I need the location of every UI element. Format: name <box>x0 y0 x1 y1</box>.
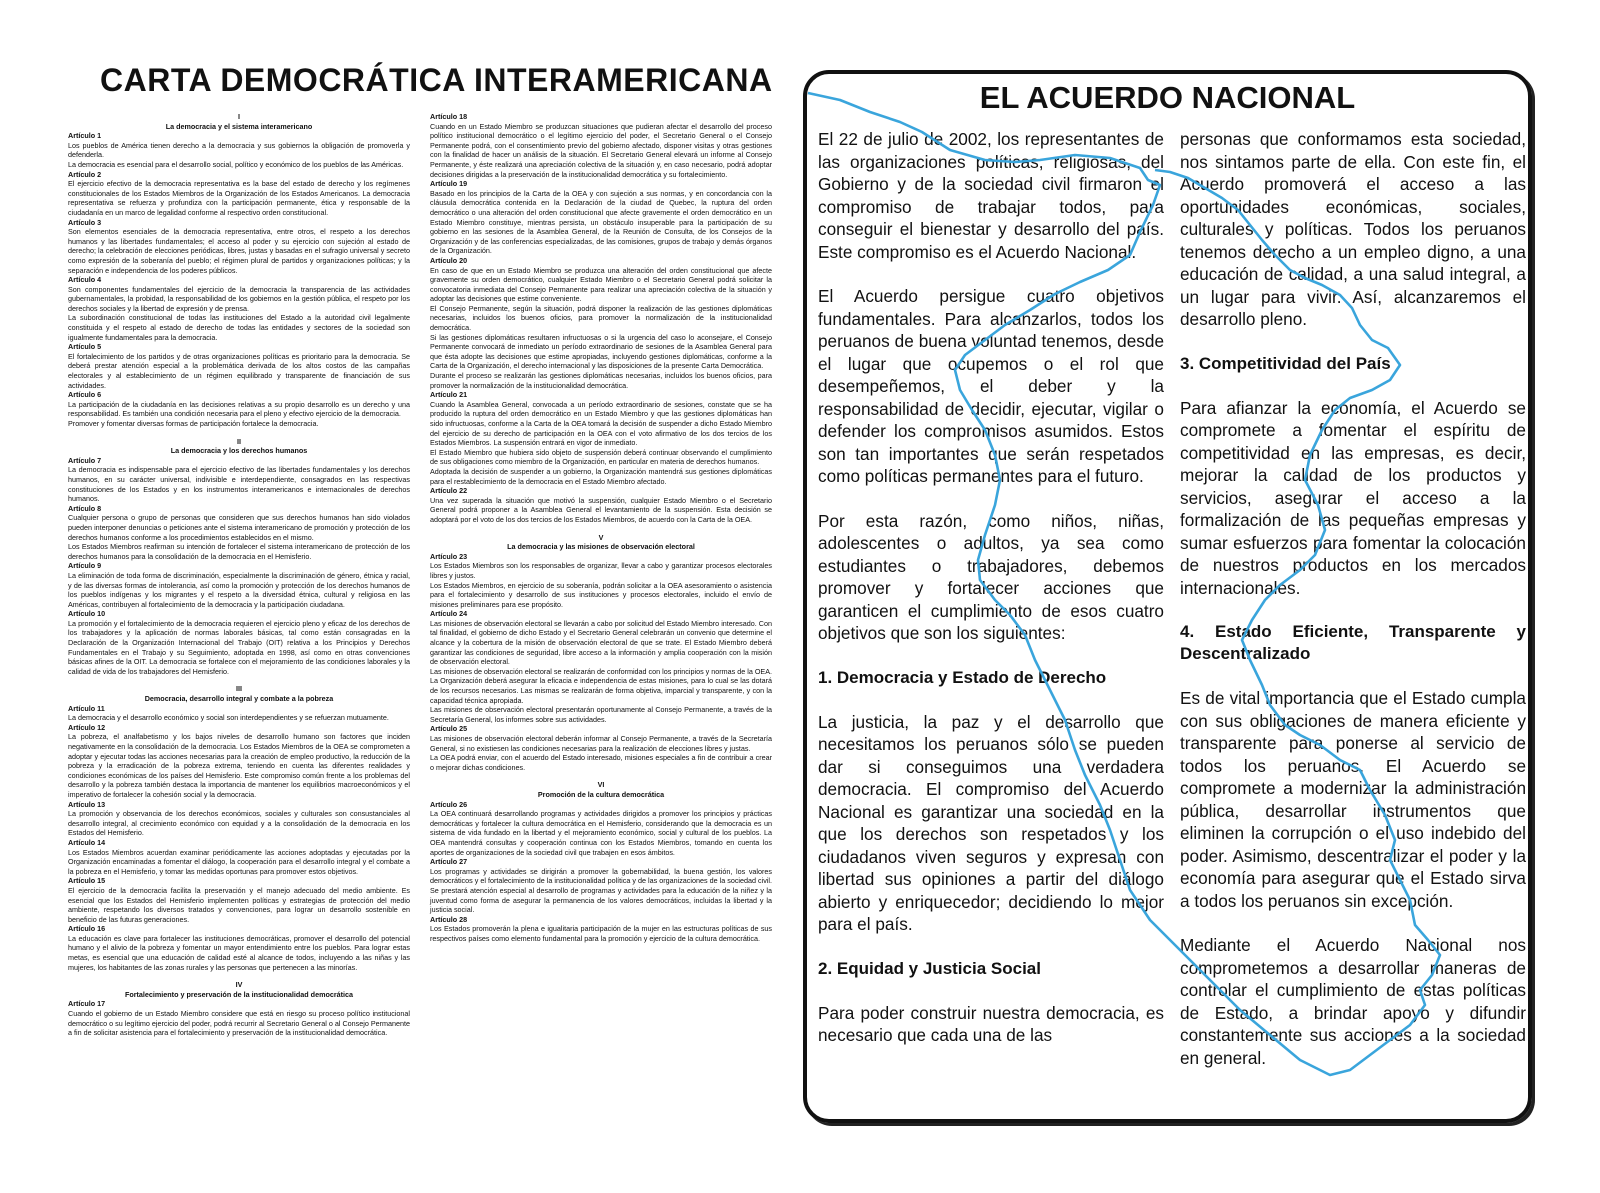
right-page-title: EL ACUERDO NACIONAL <box>979 80 1356 115</box>
section-heading <box>430 533 772 552</box>
article <box>430 724 772 772</box>
article <box>68 723 410 800</box>
acuerdo-column-2 <box>1180 128 1526 1091</box>
article-title: Artículo 19 <box>430 179 468 189</box>
article-paragraph: El fortalecimiento de los partidos y de otras organizaciones políticas es prioritario para la democracia. Se deberá prestar atención especial a la problemática derivada de los altos costos de las campañas electorales y al establecimiento de un régimen equilibrado y transparente de financiación de sus actividades. <box>68 351 410 390</box>
article-paragraph: Los programas y actividades se dirigirán a promover la gobernabilidad, la buena gestión, los valores democráticos y el fortalecimiento de la institucionalidad política y de las organizaciones de la sociedad civil. Se prestará atención especial al desarrollo de programas y actividades para la educación de la niñez y la juventud como forma de asegurar la permanencia de los valores democráticos, incluidas la libertad y la justicia social. <box>430 866 772 915</box>
section-number: VI <box>597 780 605 790</box>
article-title: Artículo 22 <box>430 486 468 496</box>
article <box>430 112 772 179</box>
article-title: Artículo 20 <box>430 255 468 265</box>
article-title: Artículo 28 <box>430 914 468 924</box>
article-title: Artículo 23 <box>430 551 468 561</box>
section-heading <box>68 980 410 999</box>
article <box>68 838 410 876</box>
article-paragraph: Cuando la Asamblea General, convocada a un período extraordinario de sesiones, constate que se ha producido la ruptura del orden democrático en un Estado Miembro y que las gestiones diplomáticas han sido infructuosas, conforme a la Carta de la OEA tomará la decisión de suspender a dicho Estado Miembro del ejercicio de su derecho de participación en la OEA con el voto afirmativo de los dos tercios de los Estados Miembros. La suspensión entrará en vigor de inmediato. <box>430 399 772 448</box>
left-page-title: CARTA DEMOCRÁTICA INTERAMERICANA <box>100 62 773 98</box>
article <box>68 924 410 972</box>
article-title: Artículo 25 <box>430 724 468 734</box>
body-paragraph: Por esta razón, como niños, niñas, adolescentes o adultos, ya sea como estudiantes o trabajadores, debemos promover y fortalecer acciones que garanticen el cumplimiento de esos cuatro objetivos que son los siguientes: <box>818 510 1164 643</box>
article <box>68 800 410 838</box>
section-heading <box>430 780 772 799</box>
article-paragraph: La promoción y el fortalecimiento de la democracia requieren el ejercicio pleno y eficaz de los derechos de los trabajadores y la aplicación de normas laborales básicas, tal como están consagradas en la Declaración de la Organización Internacional del Trabajo (OIT) relativa a los Principios y Derechos Fundamentales en el Trabajo y su Seguimiento, adoptada en 1998, así como en otras convenciones básicas afines de la OIT. La democracia se fortalece con el mejoramiento de las condiciones laborales y la calidad de vida de los trabajadores del Hemisferio. <box>68 618 410 676</box>
article-paragraph: Las misiones de observación electoral deberán informar al Consejo Permanente, a través de la Secretaría General, si no existiesen las condiciones necesarias para la realización de elecciones libres y justas. <box>430 734 772 753</box>
article-paragraph: La educación es clave para fortalecer las instituciones democráticas, promover el desarrollo del potencial humano y el alivio de la pobreza y fomentar un mayor entendimiento entre los pueblos. Para lograr estas metas, es esencial que una educación de calidad esté al alcance de todos, incluyendo a las niñas y las mujeres, los habitantes de las zonas rurales y las personas que pertenecen a las minorías. <box>68 933 410 972</box>
article-title: Artículo 5 <box>68 342 102 352</box>
article-paragraph: En caso de que en un Estado Miembro se produzca una alteración del orden constitucional que afecte gravemente su orden democrático, cualquier Estado Miembro o el Secretario General podrá solicitar la convocatoria inmediata del Consejo Permanente para realizar una apreciación colectiva de la situación y adoptar las decisiones que estime conveniente. <box>430 265 772 304</box>
article-title: Artículo 21 <box>430 390 468 400</box>
article-paragraph: Los Estados Miembros, en ejercicio de su soberanía, podrán solicitar a la OEA asesoramiento o asistencia para el fortalecimiento y desarrollo de sus instituciones y procesos electorales, incluido el envío de misiones preliminares para ese propósito. <box>430 580 772 609</box>
article <box>68 504 410 562</box>
article <box>68 876 410 924</box>
article-paragraph: Los Estados Miembros acuerdan examinar periódicamente las acciones adoptadas y ejecutadas por la Organización encaminadas a fomentar el diálogo, la cooperación para el desarrollo integral y el combate a la pobreza en el Hemisferio, y tomar las medidas oportunas para promover estos objetivos. <box>68 847 410 876</box>
section-title: La democracia y las misiones de observación electoral <box>507 542 695 552</box>
article-paragraph: Son elementos esenciales de la democracia representativa, entre otros, el respeto a los derechos humanos y las libertades fundamentales; el acceso al poder y su ejercicio con sujeción al estado de derecho; la celebración de elecciones periódicas, libres, justas y basadas en el sufragio universal y secreto como expresión de la soberanía del pueblo; el régimen plural de partidos y organizaciones políticas; y la separación e independencia de los poderes públicos. <box>68 227 410 275</box>
article <box>430 609 772 724</box>
article-paragraph: Cualquier persona o grupo de personas que consideren que sus derechos humanos han sido violados pueden interponer denuncias o peticiones ante el sistema interamericano de promoción y protección de los derechos humanos conforme a los procedimientos establecidos en el mismo. <box>68 513 410 542</box>
article-paragraph: Cuando en un Estado Miembro se produzcan situaciones que pudieran afectar el desarrollo del proceso político institucional democrático o el legítimo ejercicio del poder, el Secretario General o el Consejo Permanente podrá, con el consentimiento previo del gobierno afectado, disponer visitas y otras gestiones con la finalidad de hacer un análisis de la situación. El Secretario General elevará un informe al Consejo Permanente, y éste realizará una apreciación colectiva de la situación y, en caso necesario, podrá adoptar decisiones dirigidas a la preservación de la institucionalidad democrática y su fortalecimiento. <box>430 121 772 179</box>
article-title: Artículo 17 <box>68 999 106 1009</box>
section-title: Democracia, desarrollo integral y combate a la pobreza <box>144 694 334 704</box>
body-paragraph: personas que conformamos esta sociedad, nos sintamos parte de ella. Con este fin, el Acuerdo promoverá el acceso a las oportunidades económicas, sociales, culturales y políticas. Todos los peruanos tenemos derecho a un empleo digno, a una educación de calidad, a una salud integral, a un lugar para vivir. Así, alcanzaremos el desarrollo pleno. <box>1180 129 1526 329</box>
body-paragraph: El Acuerdo persigue cuatro objetivos fundamentales. Para alcanzarlos, todos los peruanos de buena voluntad tenemos, desde el lugar que ocupemos o el rol que desempeñemos, el deber y la responsabilidad de decidir, ejecutar, vigilar o defender los compromisos asumidos. Estos son tan importantes que serán respetados como políticas permanentes para el futuro. <box>818 286 1164 486</box>
charter-column-1 <box>68 112 410 1038</box>
article <box>68 131 410 169</box>
article <box>68 609 410 676</box>
article-paragraph: La promoción y observancia de los derechos económicos, sociales y culturales son consustanciales al desarrollo integral, al crecimiento económico con equidad y a la consolidación de la democracia en los Estados del Hemisferio. <box>68 809 410 838</box>
article-paragraph: Los Estados Miembros reafirman su intención de fortalecer el sistema interamericano de protección de los derechos humanos para la consolidación de la democracia en el Hemisferio. <box>68 542 410 561</box>
article-title: Artículo 3 <box>68 217 102 227</box>
section-title: Promoción de la cultura democrática <box>537 789 665 799</box>
article-paragraph: El Consejo Permanente, según la situación, podrá disponer la realización de las gestiones diplomáticas necesarias, incluidos los buenos oficios, para promover la normalización de la institucionalidad democrática. <box>430 303 772 333</box>
article-paragraph: La OEA continuará desarrollando programas y actividades dirigidos a promover los principios y prácticas democráticas y fortalecer la cultura democrática en el Hemisferio, considerando que la democracia es un sistema de vida fundado en la libertad y el mejoramiento económico, social y cultural de los pueblos. La OEA mantendrá consultas y cooperación continua con los Estados Miembros, tomando en cuenta los aportes de organizaciones de la sociedad civil que trabajen en esos ámbitos. <box>430 809 772 857</box>
acuerdo-column-1 <box>818 128 1164 1069</box>
article-paragraph: La pobreza, el analfabetismo y los bajos niveles de desarrollo humano son factores que inciden negativamente en la consolidación de la democracia. Los Estados Miembros de la OEA se comprometen a adoptar y ejecutar todas las acciones necesarias para la creación de empleo productivo, la reducción de la pobreza y la erradicación de la pobreza extrema, teniendo en cuenta las diferentes realidades y condiciones económicas de los países del Hemisferio. Este compromiso común frente a los problemas del desarrollo y la pobreza también destaca la importancia de mantener los equilibrios macroeconómicos y el imperativo de fortalecer la cohesión social y la democracia. <box>68 732 410 799</box>
article-paragraph: La democracia y el desarrollo económico y social son interdependientes y se refuerzan mutuamente. <box>68 713 389 723</box>
article-paragraph: Durante el proceso se realizarán las gestiones diplomáticas necesarias, incluidos los buenos oficios, para promover la normalización de la institucionalidad democrática. <box>430 371 772 390</box>
article-title: Artículo 8 <box>68 503 102 513</box>
article-paragraph: Los pueblos de América tienen derecho a la democracia y sus gobiernos la obligación de promoverla y defenderla. <box>68 140 410 160</box>
article <box>68 218 410 276</box>
article-title: Artículo 2 <box>68 169 102 179</box>
article-paragraph: Cuando el gobierno de un Estado Miembro considere que está en riesgo su proceso político institucional democrático o su legítimo ejercicio del poder, podrá recurrir al Secretario General o al Consejo Permanente a fin de solicitar asistencia para el fortalecimiento y preservación de la institucionalidad democrática. <box>68 1009 410 1038</box>
objective-heading: 4. Estado Eficiente, Transparente y Descentralizado <box>1180 622 1526 663</box>
article <box>430 915 772 944</box>
article-paragraph: Una vez superada la situación que motivó la suspensión, cualquier Estado Miembro o el Secretario General podrá proponer a la Asamblea General el levantamiento de la suspensión. Esta decisión se adoptará por el voto de los dos tercios de los Estados Miembros, de acuerdo con la Carta de la OEA. <box>430 495 772 524</box>
article <box>68 704 410 723</box>
article-paragraph: El Estado Miembro que hubiera sido objeto de suspensión deberá continuar observando el cumplimiento de sus obligaciones como miembro de la Organización, en particular en materia de derechos humanos. <box>430 447 772 467</box>
section-title: La democracia y los derechos humanos <box>170 446 308 456</box>
article-paragraph: El ejercicio de la democracia facilita la preservación y el manejo adecuado del medio ambiente. Es esencial que los Estados del Hemisferio implementen políticas y estrategias de protección del medio ambiente, respetando los diversos tratados y convenciones, para lograr un desarrollo sostenible en beneficio de las futuras generaciones. <box>68 885 410 924</box>
charter-column-2 <box>430 112 772 943</box>
article-title: Artículo 11 <box>68 703 105 713</box>
article-paragraph: La eliminación de toda forma de discriminación, especialmente la discriminación de género, étnica y racial, y de las diversas formas de intolerancia, así como la promoción y protección de los derechos humanos de los pueblos indígenas y los migrantes y el respeto a la diversidad étnica, cultural y religiosa en las Américas, contribuyen al fortalecimiento de la democracia y la participación ciudadana. <box>68 570 410 609</box>
section-title: La democracia y el sistema interamericano <box>165 121 313 131</box>
objective-heading: 2. Equidad y Justicia Social <box>818 958 1041 978</box>
article-title: Artículo 24 <box>430 609 468 619</box>
article-paragraph: Los Estados promoverán la plena e igualitaria participación de la mujer en las estructuras políticas de sus respectivos países como elemento fundamental para la promoción y ejercicio de la cultura democrática. <box>430 924 772 943</box>
article-paragraph: Si las gestiones diplomáticas resultaren infructuosas o si la urgencia del caso lo aconsejare, el Consejo Permanente convocará de inmediato un período extraordinario de sesiones de la Asamblea General para que ésta adopte las decisiones que estime apropiadas, incluyendo gestiones diplomáticas, conforme a la Carta de la Organización, el derecho internacional y las disposiciones de la presente Carta Democrática. <box>430 332 772 371</box>
section-number: V <box>598 532 604 542</box>
article-paragraph: La subordinación constitucional de todas las instituciones del Estado a la autoridad civil legalmente constituida y el respeto al estado de derecho de todas las entidades y sectores de la sociedad son igualmente fundamentales para la democracia. <box>68 313 410 342</box>
section-title: Fortalecimiento y preservación de la institucionalidad democrática <box>124 989 354 999</box>
article-title: Artículo 6 <box>68 390 102 400</box>
article-title: Artículo 14 <box>68 837 106 847</box>
article-title: Artículo 10 <box>68 609 106 619</box>
article-title: Artículo 13 <box>68 799 106 809</box>
body-paragraph: El 22 de julio de 2002, los representantes de las organizaciones políticas, religiosas, del Gobierno y de la sociedad civil firmaron el compromiso de trabajar todos, para conseguir el bienestar y desarrollo del país. Este compromiso es el Acuerdo Nacional. <box>818 129 1164 262</box>
article-title: Artículo 12 <box>68 722 106 732</box>
article-title: Artículo 7 <box>68 455 102 465</box>
article <box>68 999 410 1037</box>
section-number: IV <box>235 980 243 990</box>
article-title: Artículo 16 <box>68 924 106 934</box>
article-paragraph: Las misiones de observación electoral presentarán oportunamente al Consejo Permanente, a través de la Secretaría General, los informes sobre sus actividades. <box>430 705 772 724</box>
article <box>68 561 410 609</box>
objective-heading: 3. Competitividad del País <box>1180 353 1391 373</box>
article <box>68 170 410 218</box>
article-title: Artículo 26 <box>430 799 468 809</box>
article <box>68 275 410 342</box>
article-paragraph: Adoptada la decisión de suspender a un gobierno, la Organización mantendrá sus gestiones diplomáticas para el restablecimiento de la democracia en el Estado Miembro afectado. <box>430 466 772 486</box>
section-number: I <box>238 112 240 121</box>
article <box>430 486 772 524</box>
article-title: Artículo 9 <box>68 561 102 571</box>
article <box>430 800 772 858</box>
section-number: II <box>237 436 241 446</box>
body-paragraph: Es de vital importancia que el Estado cumpla con sus obligaciones de manera eficiente y transparente para ponerse al servicio de todos los peruanos. El Acuerdo se compromete a modernizar la administración pública, desarrollar instrumentos que eliminen la corrupción o el uso indebido del poder. Asimismo, descentralizar el poder y la economía para asegurar que el Estado sirva a todos los peruanos sin excepción. <box>1180 688 1526 911</box>
body-paragraph: Para afianzar la economía, el Acuerdo se compromete a fomentar el espíritu de competitividad en las empresas, es decir, mejorar la calidad de los productos y servicios, asegurar el acceso a la formalización de las pequeñas empresas y sumar esfuerzos para fomentar la colocación de nuestros productos en los mercados internacionales. <box>1180 397 1526 598</box>
section-number: III <box>236 684 242 694</box>
article-paragraph: La democracia es esencial para el desarrollo social, político y económico de los pueblos de las Américas. <box>68 159 404 169</box>
article-paragraph: Promover y fomentar diversas formas de participación fortalece la democracia. <box>68 419 319 428</box>
article <box>430 256 772 390</box>
body-paragraph: Mediante el Acuerdo Nacional nos comprometemos a desarrollar maneras de controlar el cumplimiento de estas políticas de Estado, a brindar apoyo y difundir constantemente sus acciones a la sociedad en general. <box>1180 935 1526 1068</box>
article-paragraph: La OEA podrá enviar, con el acuerdo del Estado interesado, misiones especiales a fin de contribuir a crear o mejorar dichas condiciones. <box>430 753 772 772</box>
article <box>68 390 410 428</box>
article-paragraph: Los Estados Miembros son los responsables de organizar, llevar a cabo y garantizar procesos electorales libres y justos. <box>430 561 772 580</box>
article <box>430 857 772 915</box>
body-paragraph: La justicia, la paz y el desarrollo que necesitamos los peruanos sólo se pueden dar si conseguimos una verdadera democracia. El compromiso del Acuerdo Nacional es garantizar una sociedad en la que los derechos son respetados y los ciudadanos viven seguros y expresan con libertad sus opiniones a partir del diálogo abierto y enriquecedor; decidiendo lo mejor para el país. <box>818 711 1164 934</box>
article-paragraph: Basado en los principios de la Carta de la OEA y con sujeción a sus normas, y en concordancia con la cláusula democrática contenida en la Declaración de la ciudad de Quebec, la ruptura del orden democrático o una alteración del orden constitucional que afecte gravemente el orden democrático en un Estado Miembro constituye, mientras persista, un obstáculo insuperable para la participación de su gobierno en las sesiones de la Asamblea General, de la Reunión de Consulta, de los Consejos de la Organización y de las conferencias especializadas, de las comisiones, grupos de trabajo y demás órganos de la Organización. <box>430 188 772 256</box>
objective-heading: 1. Democracia y Estado de Derecho <box>818 667 1107 687</box>
section-heading <box>68 684 410 703</box>
article-title: Artículo 1 <box>68 131 102 141</box>
article-paragraph: La participación de la ciudadanía en las decisiones relativas a su propio desarrollo es un derecho y una responsabilidad. Es también una condición necesaria para el pleno y efectivo ejercicio de la democracia. <box>68 399 410 419</box>
body-paragraph: Para poder construir nuestra democracia, es necesario que cada una de las <box>818 1002 1164 1045</box>
article <box>430 390 772 486</box>
article-paragraph: La democracia es indispensable para el ejercicio efectivo de las libertades fundamentales y los derechos humanos, en su carácter universal, indivisible e interdependiente, consagrados en las respectivas constituciones de los Estados y en los instrumentos interamericanos e internacionales de derechos humanos. <box>68 465 410 504</box>
article <box>430 179 772 256</box>
article-paragraph: Las misiones de observación electoral se llevarán a cabo por solicitud del Estado Miembro interesado. Con tal finalidad, el gobierno de dicho Estado y el Secretario General celebrarán un convenio que determine el alcance y la cobertura de la misión de observación electoral de que se trate. El Estado Miembro deberá garantizar las condiciones de seguridad, libre acceso a la información y amplia cooperación con la misión de observación electoral. <box>430 618 772 667</box>
article <box>68 342 410 390</box>
article-paragraph: El ejercicio efectivo de la democracia representativa es la base del estado de derecho y los regímenes constitucionales de los Estados Miembros de la Organización de los Estados Americanos. La democracia representativa se refuerza y profundiza con la participación permanente, ética y responsable de la ciudadanía en un marco de legalidad conforme al respectivo orden constitucional. <box>68 179 410 217</box>
article-title: Artículo 18 <box>430 112 468 121</box>
article <box>68 456 410 504</box>
article-paragraph: Son componentes fundamentales del ejercicio de la democracia la transparencia de las actividades gubernamentales, la probidad, la responsabilidad de los gobiernos en la gestión pública, el respeto por los derechos sociales y la libertad de expresión y de prensa. <box>68 284 410 313</box>
article-title: Artículo 27 <box>430 857 468 867</box>
section-heading <box>68 112 410 131</box>
article-paragraph: Las misiones de observación electoral se realizarán de conformidad con los principios y normas de la OEA. La Organización deberá asegurar la eficacia e independencia de estas misiones, para lo cual se las dotará de los recursos necesarios. Las mismas se realizarán de forma objetiva, imparcial y transparente, y con la capacidad técnica apropiada. <box>430 666 772 705</box>
section-heading <box>68 437 410 456</box>
article <box>430 552 772 610</box>
article-title: Artículo 15 <box>68 876 106 886</box>
article-title: Artículo 4 <box>68 275 102 285</box>
